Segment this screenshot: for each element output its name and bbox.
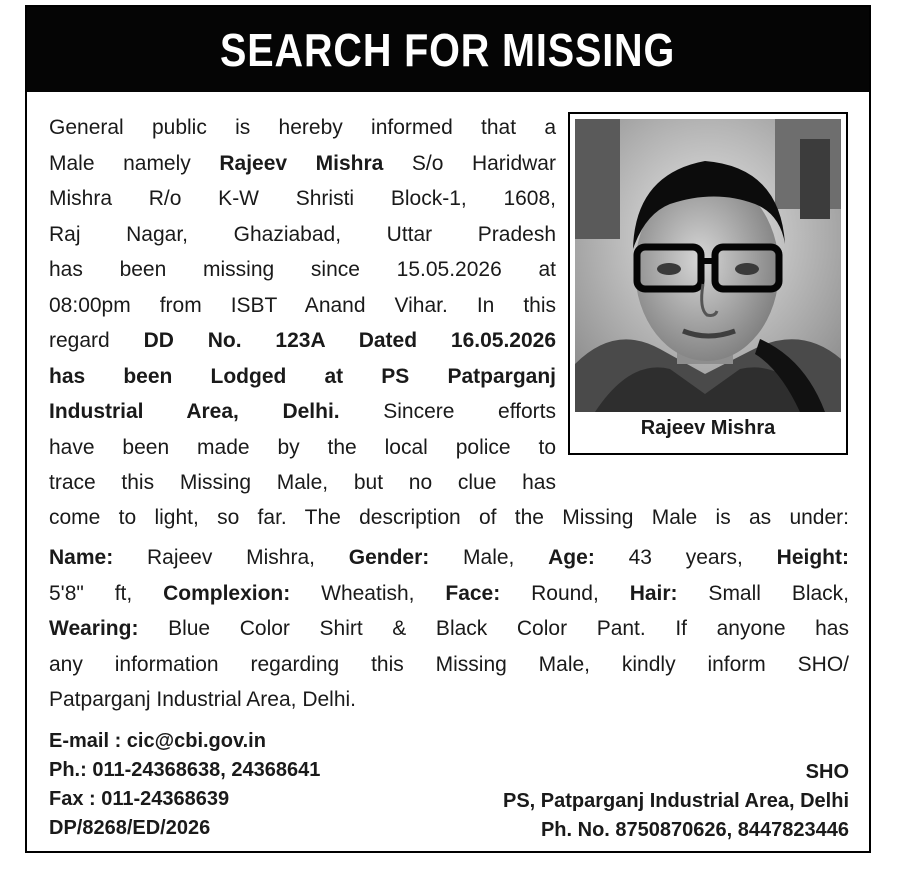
description-block bbox=[49, 540, 849, 718]
missing-person-name: Rajeev Mishra bbox=[219, 151, 384, 175]
photo-frame bbox=[568, 112, 848, 455]
missing-person-notice bbox=[25, 5, 871, 853]
lead-line: Industrial Area, Delhi. Sincere efforts bbox=[49, 400, 556, 423]
authority-details bbox=[503, 758, 849, 845]
description-line: 5'8" ft, Complexion: Wheatish, Face: Round, Hair: Small Black, bbox=[49, 581, 850, 605]
dd-number: DD No. 123A Dated 16.05.2026 bbox=[143, 329, 556, 352]
description-intro-line: come to light, so far. The description of the Missing Male is as under: bbox=[49, 506, 849, 529]
authority-title: SHO bbox=[805, 761, 849, 783]
notice-banner bbox=[27, 7, 869, 92]
description-line: Name: Rajeev Mishra, Gender: Male, Age: 43 years, Height: bbox=[49, 546, 849, 569]
contact-phone: Ph.: 011-24368638, 24368641 bbox=[49, 759, 321, 781]
lead-line: has been missing since 15.05.2026 at bbox=[49, 258, 556, 281]
lead-line: 08:00pm from ISBT Anand Vihar. In this bbox=[49, 293, 556, 317]
description-line: Patparganj Industrial Area, Delhi. bbox=[49, 688, 357, 711]
lead-line: Male namely Rajeev Mishra S/o Haridwar bbox=[49, 151, 556, 175]
reference-number: DP/8268/ED/2026 bbox=[49, 817, 211, 839]
lead-line: General public is hereby informed that a bbox=[49, 116, 556, 139]
description-intro bbox=[49, 500, 849, 536]
notice-title: SEARCH FOR MISSING bbox=[220, 23, 676, 76]
lead-line: has been Lodged at PS Patparganj bbox=[49, 364, 556, 388]
authority-station: PS, Patparganj Industrial Area, Delhi bbox=[502, 790, 849, 812]
notice-lead-paragraph bbox=[49, 110, 556, 501]
lead-line: Mishra R/o K-W Shristi Block-1, 1608, bbox=[49, 187, 556, 210]
lead-line: have been made by the local police to bbox=[49, 435, 556, 459]
photo-caption: Rajeev Mishra bbox=[640, 417, 776, 439]
description-line: Wearing: Blue Color Shirt & Black Color Pant. If anyone has bbox=[49, 617, 849, 640]
authority-phone: Ph. No. 8750870626, 8447823446 bbox=[540, 819, 849, 841]
contact-fax: Fax : 011-24368639 bbox=[49, 788, 230, 810]
contact-email: E-mail : cic@cbi.gov.in bbox=[49, 730, 266, 752]
description-line: any information regarding this Missing Male, kindly inform SHO/ bbox=[49, 652, 849, 676]
missing-person-photo bbox=[575, 119, 841, 412]
lead-line: trace this Missing Male, but no clue has bbox=[49, 471, 556, 494]
portrait-photo-icon bbox=[575, 119, 841, 412]
contact-details bbox=[49, 727, 320, 843]
lead-line: Raj Nagar, Ghaziabad, Uttar Pradesh bbox=[49, 222, 556, 246]
lead-line: regard DD No. 123A Dated 16.05.2026 bbox=[49, 329, 556, 352]
